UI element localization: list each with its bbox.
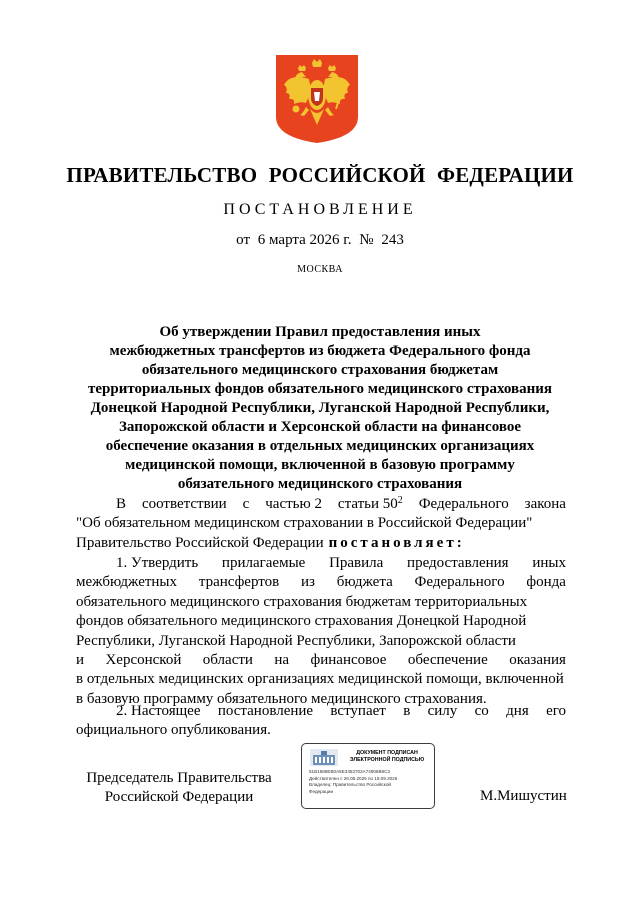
article-superscript: 2 [397, 495, 403, 506]
date-prefix: от [236, 232, 251, 248]
document-subject [60, 323, 580, 494]
paragraph-line: фондов обязательного медицинского страхования Донецкой Народной [76, 613, 527, 630]
paragraph-line: 1. Утвердить прилагаемые Правила предоставления иных [116, 555, 566, 571]
esign-serial: 51B1588EB0A5E3453702A74906B8C3 [309, 769, 390, 774]
paragraph-1 [76, 554, 566, 709]
signatory-name: М.Мишустин [480, 788, 567, 804]
government-title: ПРАВИТЕЛЬСТВО РОССИЙСКОЙ ФЕДЕРАЦИИ [66, 163, 574, 187]
subject-line: Запорожской области и Херсонской области на финансовое [118, 419, 521, 435]
preamble [76, 495, 566, 553]
preamble-line: Правительство Российской Федерации постановляет: [76, 534, 566, 553]
esign-owner: Владелец: Правительство Российской [309, 782, 391, 788]
subject-line: медицинской помощи, включенной в базовую программу [125, 457, 515, 473]
document-date-number [0, 232, 640, 249]
number-sign: № [359, 232, 374, 248]
city-label: МОСКВА [297, 264, 343, 275]
document-number: 243 [381, 232, 404, 248]
resolves-word: постановляет: [328, 534, 465, 551]
document-type: ПОСТАНОВЛЕНИЕ [223, 201, 417, 218]
government-building-icon [310, 749, 338, 766]
paragraph-line: официального опубликования. [76, 722, 271, 739]
paragraph-line: и Херсонской области на финансовое обеспечение оказания [76, 652, 566, 669]
subject-line: обеспечение оказания в отдельных медицинских организациях [105, 438, 535, 454]
preamble-line: "Об обязательном медицинском страховании в Российской Федерации" [76, 515, 533, 532]
esign-validity: Действителен с 26.06.2025 по 19.09.2026 [309, 775, 398, 781]
signatory-position: Председатель Правительства Российской Федерации [86, 770, 272, 805]
document-date: 6 марта 2026 г. [257, 232, 352, 248]
paragraph-line: в базовую программу обязательного медицинского страхования. [76, 690, 487, 707]
subject-line: обязательного медицинского страхования бюджетам [141, 362, 499, 378]
subject-line: межбюджетных трансфертов из бюджета Федерального фонда [109, 343, 531, 359]
paragraph-line: обязательного медицинского страхования бюджетам территориальных [76, 593, 528, 610]
paragraph-line: Республики, Луганской Народной Республики, Запорожской области [76, 632, 516, 649]
subject-line: Донецкой Народной Республики, Луганской Народной Республики, [90, 400, 550, 416]
paragraph-line: в отдельных медицинских организациях медицинской помощи, включенной [76, 671, 564, 688]
preamble-line: В соответствии с частью 2 статьи $50^2$ Федерального закона [116, 495, 566, 512]
paragraph-line: межбюджетных трансфертов из бюджета Федерального фонда [76, 574, 566, 591]
subject-line: Об утверждении Правил предоставления иных [159, 324, 481, 340]
paragraph-line: 2. Настоящее постановление вступает в силу со дня его [116, 703, 566, 719]
double-headed-eagle-icon [276, 55, 358, 143]
coat-of-arms-emblem [276, 55, 358, 143]
esign-details [309, 769, 433, 795]
subject-line: обязательного медицинского страхования [177, 476, 463, 492]
subject-line: территориальных фондов обязательного медицинского страхования [88, 381, 552, 397]
esign-title: ДОКУМЕНТ ПОДПИСАН ЭЛЕКТРОННОЙ ПОДПИСЬЮ [349, 750, 425, 763]
electronic-signature-stamp [301, 743, 435, 809]
paragraph-2 [76, 702, 566, 741]
esign-owner: Федерации [309, 788, 334, 794]
